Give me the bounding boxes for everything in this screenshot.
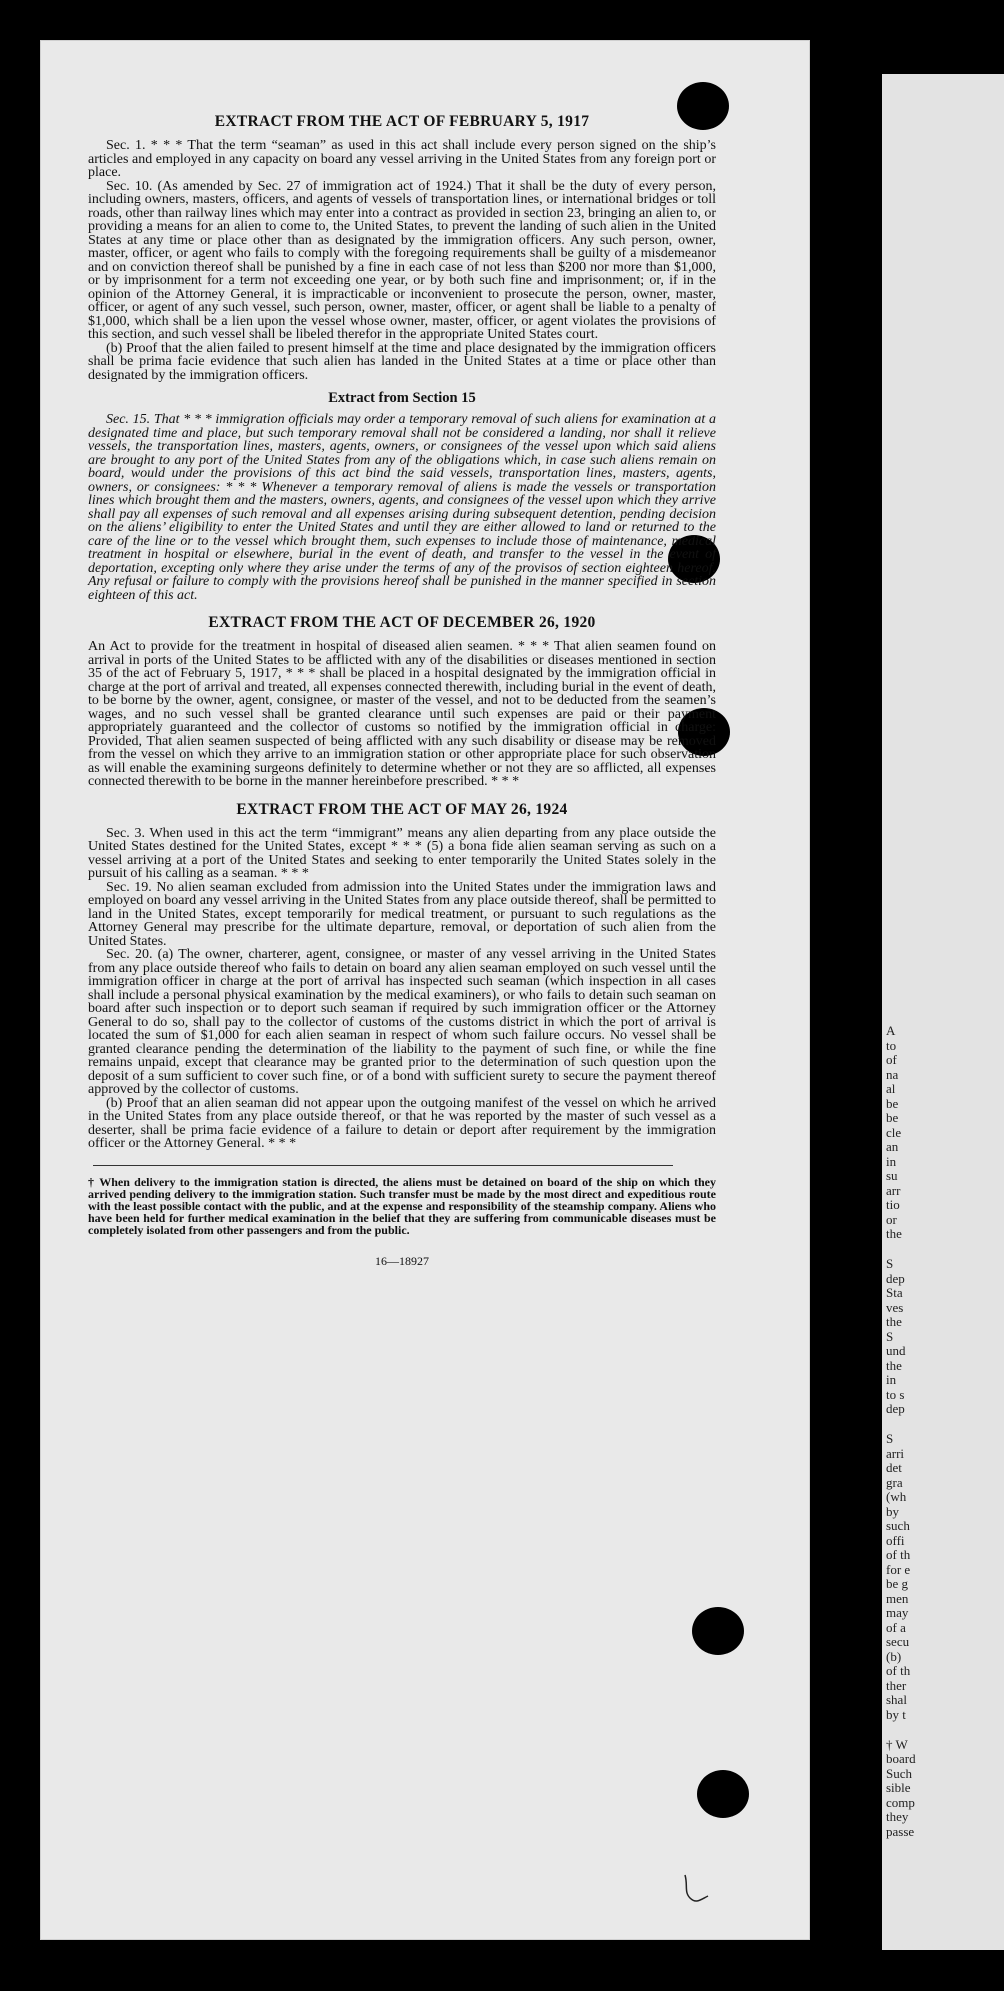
paragraph-sec-20-b: (b) Proof that an alien seaman did not appear upon the outgoing manifest of the vessel on which he arrived in the United States from any place outside thereof, or that he was reported by the master of such vessel as a deserter, shall be prima facie evidence of a failure to detain or deport after requirement by the immigration officer or the Attorney General. * * * — [88, 1095, 716, 1151]
adjacent-page-fragment: of a — [886, 1619, 906, 1635]
section-title-dec-1920: EXTRACT FROM THE ACT OF DECEMBER 26, 1920 — [208, 614, 596, 631]
adjacent-page-fragment: cle — [886, 1124, 902, 1140]
adjacent-page-fragment: board — [886, 1751, 916, 1766]
pen-mark — [680, 1870, 720, 1910]
adjacent-page-fragment: ther — [886, 1677, 907, 1693]
adjacent-page-fragment: al — [886, 1081, 896, 1096]
adjacent-page-fragment: shal — [886, 1692, 907, 1707]
paragraph-sec-10: Sec. 10. (As amended by Sec. 27 of immigration act of 1924.) That it shall be the duty of every person, including owners, masters, officers, and agents of vessels of transportation lines, or international bridges or toll roads, other than railway lines which may enter into a contract as provided in section 23, bringing an alien to, or providing a means for an alien to come to, the United States, to prevent the landing of such alien in the United States at any time or place other than as designated by the immigration officers. Any such person, owner, master, officer, or agent who fails to comply with the foregoing requirements shall be guilty of a misdemeanor and on conviction thereof shall be punished by a fine in each case of not less than $200 nor more than $1,000, or by imprisonment for a term not exceeding one year, or by both such fine and imprisonment; or, if in the opinion of the Attorney General, it is impracticable or inconvenient to prosecute the person, owner, master, officer, or agent of any such vessel, such person, owner, master, officer, or agent shall be liable to a penalty of $1,000, which shall be a lien upon the vessel whose owner, master, officer, or agent violates the provisions of this section, and such vessel shall be libeled therefor in the appropriate United States court. — [88, 178, 716, 342]
adjacent-page-fragment: comp — [886, 1794, 915, 1810]
adjacent-page-fragment: offi — [886, 1532, 905, 1548]
paragraph-dec-1920: An Act to provide for the treatment in hospital of diseased alien seamen. * * * That alien seamen found on arrival in ports of the United States to be afflicted with any of the disabilities or diseases mentioned in section 35 of the act of February 5, 1917, * * * shall be placed in a hospital designated by the immigration official in charge at the port of arrival and treated, all expenses connected therewith, including burial in the event of death, to be borne by the owner, agent, consignee, or master of the vessel, and not to be deducted from the seamen’s wages, and no such vessel shall be granted clearance until such expenses are paid or their payment appropriately guaranteed and the collector of customs so notified by the immigration official in charge: Provided, That alien seamen suspected of being afflicted with any such disability or disease may be removed from the vessel on which they arrive to an immigration station or other appropriate place for such observation as will enable the examining surgeons definitely to determine whether or not they are so afflicted, all expenses connected therewith to be borne in the manner hereinbefore prescribed. * * * — [88, 639, 716, 789]
adjacent-page-fragment: the — [886, 1226, 902, 1241]
paragraph-sec-15: Sec. 15. That * * * immigration officials may order a temporary removal of such aliens for examination at a designated time and place, but such temporary removal shall not be considered a landing, nor shall it relieve vessels, the transportation lines, masters, agents, owners, or consignees of the vessel upon which said aliens are brought to any port of the United States from any of the obligations which, in case such aliens remain on board, would under the provisions of this act bind the said vessels, transportation lines, masters, agents, owners, or consignees: * * * Whenever a temporary removal of aliens is made the vessels or transportation lines which brought them and the masters, owners, agents, and consignees of the vessel upon which they arrive shall pay all expenses of such removal and all expenses arising during subsequent detention, pending decision on the aliens’ eligibility to enter the United States and until they are either allowed to land or returned to the care of the line or to the vessel which brought them, such expenses to include those of maintenance, medical treatment in hospital or elsewhere, burial in the event of death, and transfer to the vessel in the event of deportation, excepting only where they arise under the terms of any of the provisos of section eighteen hereof. Any refusal or failure to comply with the provisions hereof shall be punished in the manner specified in section eighteen of this act. — [88, 412, 716, 603]
section-title-may-1924: EXTRACT FROM THE ACT OF MAY 26, 1924 — [236, 800, 568, 818]
section-title-feb-1917: EXTRACT FROM THE ACT OF FEBRUARY 5, 1917 — [214, 113, 590, 130]
footnote: † When delivery to the immigration station is directed, the aliens must be detained on board of the ship on which they arrived pending delivery to the immigration station. Such transfer must be made by the most direct and expeditious route with the least possible contact with the public, and at the expense and responsibility of the steamship company. Aliens who have been held for further medical examination in the belief that they are suffering from communicable diseases must be completely isolated from other passengers and from the public. — [88, 1174, 716, 1237]
adjacent-page-fragment: Such — [886, 1765, 912, 1781]
adjacent-page-fragment: be — [886, 1110, 899, 1125]
adjacent-page-fragment: gra — [886, 1474, 903, 1490]
adjacent-page-fragment: be — [886, 1095, 899, 1111]
adjacent-page-fragment: ves — [886, 1299, 904, 1315]
adjacent-page-fragment: S — [886, 1431, 894, 1446]
paragraph-sec-20-a: Sec. 20. (a) The owner, charterer, agent, consignee, or master of any vessel arriving in the United States from any place outside thereof who fails to detain on board any alien seaman employed on such vessel until the immigration officer in charge at the port of arrival has inspected such seaman (which inspection in all cases shall include a personal physical examination by the medical examiners), or who fails to detain such seaman on board after such inspection or to deport such seaman if required by such immigration officer or the Attorney General to do so, shall pay to the collector of customs of the customs district in which the port of arrival is located the sum of $1,000 for each alien seaman in respect of whom such failure occurs. No vessel shall be granted clearance pending the determination of the liability to the payment of such fine, or while the fine remains unpaid, except that clearance may be granted prior to the determination of such question upon the deposit of a sum sufficient to cover such fine, or of a bond with sufficient surety to secure the payment thereof approved by the collector of customs. — [88, 947, 716, 1097]
adjacent-page-fragment: arr — [886, 1182, 901, 1198]
adjacent-page-fragment: tio — [886, 1197, 900, 1212]
paragraph-sec-10-b: (b) Proof that the alien failed to present himself at the time and place designated by the immigration officers shall be prima facie evidence that such alien has landed in the United States at a time or place other than designated by the immigration officers. — [88, 340, 716, 383]
adjacent-page-fragment: A — [886, 1023, 896, 1038]
section-title-extract-15: Extract from Section 15 — [328, 390, 476, 406]
adjacent-page-fragment: to — [886, 1037, 897, 1053]
adjacent-page-fragment: by t — [886, 1706, 906, 1722]
adjacent-page-fragment: dep — [886, 1401, 905, 1416]
adjacent-page-fragment: S — [886, 1328, 894, 1344]
adjacent-page-fragment: S — [886, 1256, 894, 1271]
adjacent-page-fragment: men — [886, 1590, 909, 1606]
adjacent-page-fragment: (b) — [886, 1648, 902, 1664]
paragraph-sec-1: Sec. 1. * * * That the term “seaman” as used in this act shall include every person signed on the ship’s articles and employed in any capacity on board any vessel arriving in the United States from any foreign port or place. — [88, 138, 716, 180]
document-content — [88, 113, 716, 1269]
adjacent-page-fragment: the — [886, 1357, 902, 1373]
adjacent-page-fragment: sible — [886, 1780, 911, 1795]
adjacent-page-fragment: be g — [886, 1576, 909, 1591]
adjacent-page-fragment: in — [886, 1153, 897, 1169]
adjacent-page-fragment: of th — [886, 1663, 911, 1678]
adjacent-page-fragment: of th — [886, 1547, 911, 1562]
punch-hole-5 — [697, 1770, 749, 1818]
adjacent-page-fragment: or — [886, 1211, 897, 1227]
adjacent-page-fragment: na — [886, 1066, 899, 1082]
adjacent-page-fragment: by — [886, 1503, 899, 1519]
adjacent-page-fragment: to s — [886, 1386, 905, 1402]
adjacent-page-fragment: (wh — [886, 1489, 907, 1504]
adjacent-page-fragment: passe — [886, 1823, 915, 1839]
adjacent-page-fragment: dep — [886, 1270, 905, 1286]
paragraph-sec-19: Sec. 19. No alien seaman excluded from admission into the United States under the immigration laws and employed on board any vessel arriving in the United States from any place outside thereof, shall be permitted to land in the United States, except temporarily for medical treatment, or pursuant to such regulations as the Attorney General may prescribe for the ultimate departure, removal, or deportation of such alien from the United States. — [88, 879, 716, 949]
footnote-divider — [93, 1165, 673, 1166]
adjacent-page-fragment: of — [886, 1052, 897, 1067]
adjacent-page-fragment: su — [886, 1168, 898, 1183]
adjacent-page-fragment: † W — [886, 1736, 908, 1752]
adjacent-page-fragment: Sta — [886, 1285, 903, 1300]
adjacent-page-fragment: may — [886, 1605, 909, 1620]
adjacent-page — [882, 74, 1004, 1950]
adjacent-page-fragment: the — [886, 1314, 902, 1329]
page-number: 16—18927 — [375, 1253, 429, 1268]
paragraph-sec-3: Sec. 3. When used in this act the term “immigrant” means any alien departing from any place outside the United States destined for the United States, except * * * (5) a bona fide alien seaman serving as such on a vessel arriving at a port of the United States and seeking to enter temporarily the United States solely in the pursuit of his calling as a seaman. * * * — [88, 825, 716, 881]
adjacent-page-fragment: they — [886, 1809, 909, 1824]
adjacent-page-fragment: und — [886, 1343, 906, 1358]
adjacent-page-fragment: for e — [886, 1561, 911, 1577]
adjacent-page-fragment: det — [886, 1460, 902, 1475]
adjacent-page-fragment: arri — [886, 1445, 905, 1461]
adjacent-page-fragment: such — [886, 1518, 910, 1533]
adjacent-page-fragment: in — [886, 1372, 897, 1387]
adjacent-page-fragment: secu — [886, 1634, 910, 1649]
punch-hole-4 — [692, 1607, 744, 1655]
adjacent-page-fragment: an — [886, 1139, 899, 1154]
